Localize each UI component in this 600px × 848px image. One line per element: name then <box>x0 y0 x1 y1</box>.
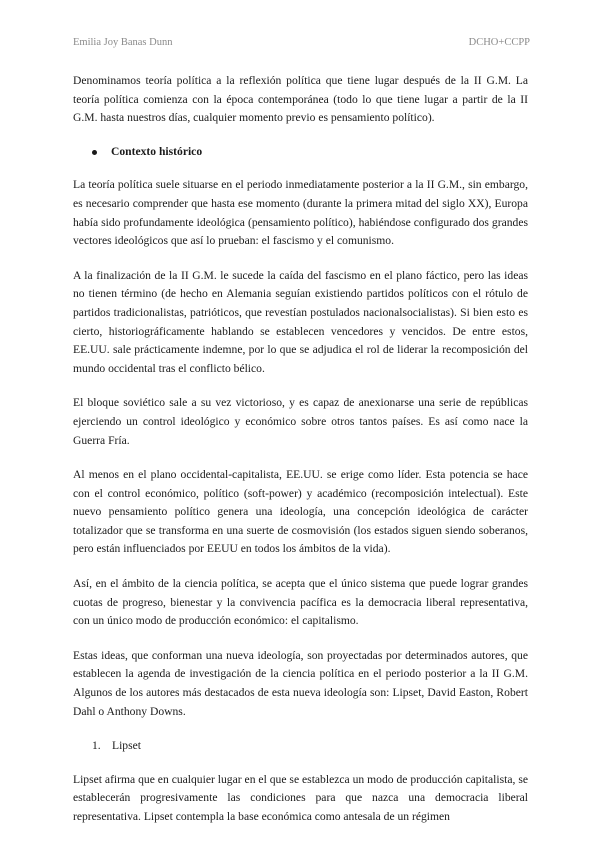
list-number: 1. <box>92 739 101 753</box>
section-heading-lipset <box>92 737 528 756</box>
paragraph: Estas ideas, que conforman una nueva ideología, son proyectadas por determinados autores, que establecen la agenda de investigación de la ciencia política en el periodo posterior a la II G.M. Algunos de los autores más destacados de esta nueva ideología son: Lipset, David Easton, Robert Dahl o Anthony Downs. <box>73 648 528 718</box>
paragraph: Así, en el ámbito de la ciencia política, se acepta que el único sistema que puede lograr grandes cuotas de progreso, bienestar y la convivencia pacífica es la democracia liberal representativa, con un único modo de producción económico: el capitalismo. <box>73 577 528 628</box>
paragraph: Lipset afirma que en cualquier lugar en el que se establezca un modo de producción capitalista, se establecerán progresivamente las condiciones para que nazca una democracia liberal representativa. Lipset contempla la base económica como antesala de un régimen <box>73 772 528 823</box>
paragraph: A la finalización de la II G.M. le sucede la caída del fascismo en el plano fáctico, pero las ideas no tienen término (de hecho en Alemania seguían existiendo partidos políticos con el rótulo de partidos tradicionalistas, patrióticos, que revestían postulados nacionalsocialistas). Si bien esto es cierto, historiográficamente hablando se establecen vencedores y vencidos. De entre estos, EE.UU. sale prácticamente indemne, por lo que se adjudica el rol de liderar la recomposición del mundo occidental tras el conflicto bélico. <box>73 268 528 375</box>
header-author: Emilia Joy Banas Dunn <box>73 37 173 48</box>
paragraph: Al menos en el plano occidental-capitalista, EE.UU. se erige como líder. Esta potencia se hace con el control económico, político (soft-power) y académico (recomposición intelectual). Este nuevo pensamiento político genera una ideología, una concepción ideológica de carácter totalizador que se transforma en una suerte de cosmovisión (los estados siguen siendo soberanos, pero están influenciados por EEUU en todos los ámbitos de la vida). <box>73 468 528 556</box>
paragraph: La teoría política suele situarse en el periodo inmediatamente posterior a la II G.M., sin embargo, es necesario comprender que hasta ese momento (durante la primera mitad del siglo XX), Europa había sido profundamente ideológica (pensamiento político), habiéndose configurado dos grandes vectores ideológicos que así lo prueban: el fascismo y el comunismo. <box>73 178 528 248</box>
paragraph-intro: Denominamos teoría política a la reflexión política que tiene lugar después de la II G.M. La teoría política comienza con la época contemporánea (todo lo que tiene lugar a partir de la II G.M. hasta nuestros días, cualquier momento previo es pensamiento político). <box>73 74 528 125</box>
page-header <box>73 37 530 48</box>
section-heading-context <box>92 143 528 162</box>
paragraph: El bloque soviético sale a su vez victorioso, y es capaz de anexionarse una serie de repúblicas ejerciendo un control ideológico y económico sobre otros tantos países. Es así como nace la Guerra Fría. <box>73 396 528 447</box>
header-course: DCHO+CCPP <box>468 37 530 48</box>
document-body <box>73 72 528 843</box>
bullet-icon <box>92 150 97 155</box>
section-heading-text: Lipset <box>112 739 141 753</box>
section-heading-text: Contexto histórico <box>111 144 203 158</box>
